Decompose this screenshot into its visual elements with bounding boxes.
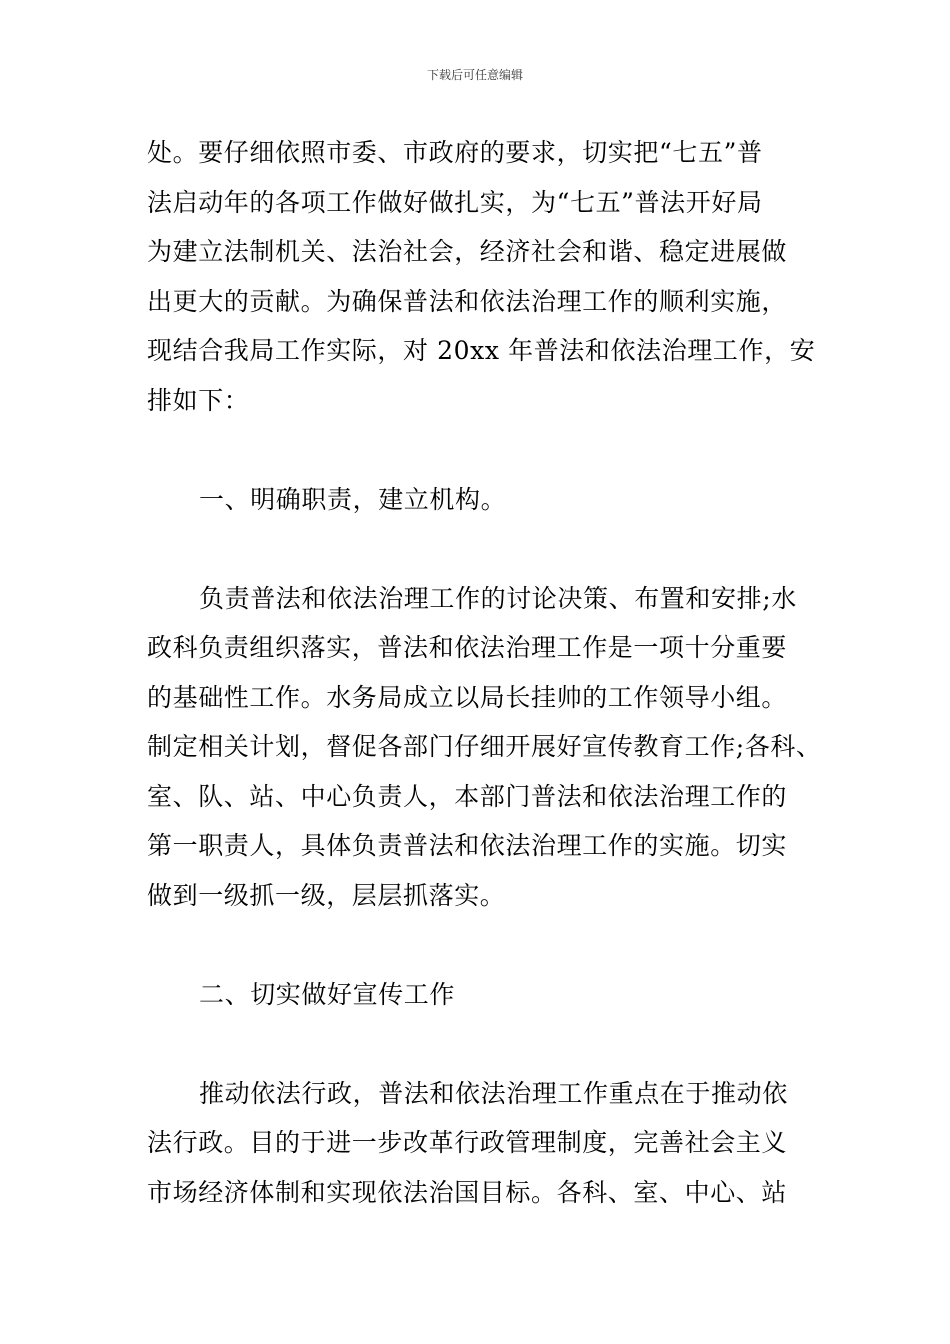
paragraph-line: 法启动年的各项工作做好做扎实，为“七五”普法开好局 [147, 187, 763, 217]
paragraph-line: 出更大的贡献。为确保普法和依法治理工作的顺利实施， [147, 286, 788, 316]
paragraph-line: 排如下： [147, 385, 250, 415]
paragraph-line: 的基础性工作。水务局成立以局长挂帅的工作领导小组。 [147, 682, 788, 712]
paragraph-line: 法行政。目的于进一步改革行政管理制度，完善社会主义 [147, 1128, 788, 1157]
section-heading-1: 一、明确职责，建立机构。 [199, 484, 507, 514]
paragraph-line: 推动依法行政，普法和依法治理工作重点在于推动依 [199, 1078, 788, 1108]
paragraph-line: 第一职责人，具体负责普法和依法治理工作的实施。切实 [147, 831, 788, 860]
download-note: 下载后可任意编辑 [426, 68, 523, 82]
paragraph-line: 室、队、站、中心负责人，本部门普法和依法治理工作的 [147, 781, 788, 811]
paragraph-gap [147, 425, 827, 475]
paragraph-line: 负责普法和依法治理工作的讨论决策、布置和安排;水 [199, 583, 797, 613]
paragraph-line: 处。要仔细依照市委、市政府的要求，切实把“七五”普 [147, 138, 763, 167]
paragraph-line: 做到一级抓一级，层层抓落实。 [147, 880, 506, 910]
section-1-paragraph [147, 574, 827, 921]
paragraph-line: 市场经济体制和实现依法治国目标。各科、室、中心、站 [147, 1177, 788, 1207]
paragraph-gap [147, 524, 827, 574]
paragraph-line: 制定相关计划，督促各部门仔细开展好宣传教育工作;各科、 [147, 732, 822, 761]
section-heading-2: 二、切实做好宣传工作 [199, 979, 456, 1009]
paragraph-line: 为建立法制机关、法治社会，经济社会和谐、稳定进展做 [147, 237, 788, 266]
paragraph-gap [147, 920, 827, 970]
intro-paragraph [147, 128, 827, 425]
paragraph-gap [147, 1019, 827, 1069]
section-2-paragraph [147, 1069, 827, 1218]
paragraph-line: 现结合我局工作实际，对 20xx 年普法和依法治理工作，安 [147, 336, 816, 365]
document-body [147, 128, 827, 1217]
paragraph-line: 政科负责组织落实，普法和依法治理工作是一项十分重要 [147, 633, 788, 662]
